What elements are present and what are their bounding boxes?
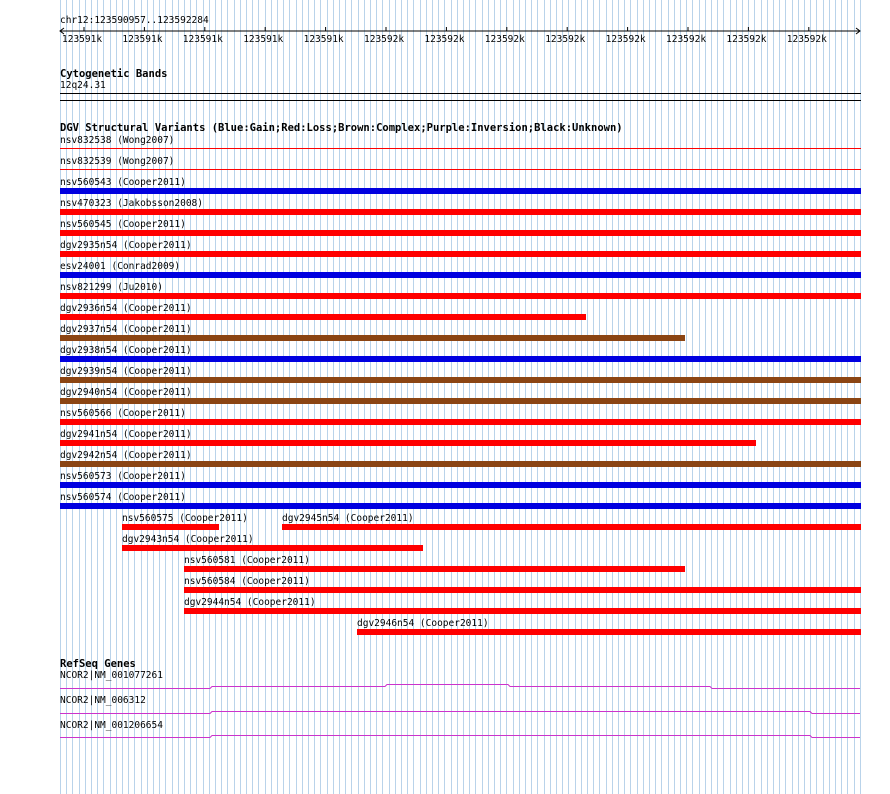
dgv-feature-label[interactable]: nsv470323 (Jakobsson2008)	[60, 198, 203, 209]
refseq-gene-label[interactable]: NCOR2|NM_001077261	[60, 670, 163, 681]
dgv-feature-label[interactable]: dgv2943n54 (Cooper2011)	[122, 534, 254, 545]
ruler-tick-label: 123591k	[62, 34, 103, 45]
dgv-feature-label[interactable]: dgv2935n54 (Cooper2011)	[60, 240, 192, 251]
ruler-tick-label: 123592k	[424, 34, 465, 45]
ruler-tick-label: 123591k	[303, 34, 344, 45]
dgv-feature-label[interactable]: dgv2937n54 (Cooper2011)	[60, 324, 192, 335]
dgv-feature-label[interactable]: dgv2938n54 (Cooper2011)	[60, 345, 192, 356]
ruler-tick-label: 123592k	[364, 34, 405, 45]
dgv-feature-label[interactable]: esv24001 (Conrad2009)	[60, 261, 181, 272]
refseq-track-title[interactable]: RefSeq Genes	[60, 658, 136, 670]
dgv-feature-label[interactable]: nsv560566 (Cooper2011)	[60, 408, 186, 419]
dgv-feature-label[interactable]: dgv2939n54 (Cooper2011)	[60, 366, 192, 377]
dgv-feature-label[interactable]: dgv2941n54 (Cooper2011)	[60, 429, 192, 440]
dgv-feature-label[interactable]: nsv560574 (Cooper2011)	[60, 492, 186, 503]
cytoband-label[interactable]: 12q24.31	[60, 80, 106, 91]
dgv-track-title[interactable]: DGV Structural Variants (Blue:Gain;Red:Loss;Brown:Complex;Purple:Inversion;Black:Unknown)	[60, 122, 623, 134]
dgv-feature-label[interactable]: nsv560575 (Cooper2011)	[122, 513, 248, 524]
refseq-gene-label[interactable]: NCOR2|NM_006312	[60, 695, 146, 706]
dgv-feature-label[interactable]: dgv2940n54 (Cooper2011)	[60, 387, 192, 398]
dgv-feature-label[interactable]: nsv832539 (Wong2007)	[60, 156, 175, 167]
refseq-gene-label[interactable]: NCOR2|NM_001206654	[60, 720, 163, 731]
dgv-feature-label[interactable]: dgv2946n54 (Cooper2011)	[357, 618, 489, 629]
cytoband-track-title[interactable]: Cytogenetic Bands	[60, 68, 168, 80]
dgv-feature-label[interactable]: nsv560545 (Cooper2011)	[60, 219, 186, 230]
dgv-feature-label[interactable]: nsv560584 (Cooper2011)	[184, 576, 310, 587]
dgv-feature-label[interactable]: dgv2945n54 (Cooper2011)	[282, 513, 414, 524]
ruler-tick-label: 123592k	[726, 34, 767, 45]
ruler-tick-label: 123592k	[545, 34, 586, 45]
dgv-feature-label[interactable]: nsv560543 (Cooper2011)	[60, 177, 186, 188]
ruler-tick-label: 123592k	[605, 34, 646, 45]
dgv-feature-label[interactable]: nsv560581 (Cooper2011)	[184, 555, 310, 566]
location-label: chr12:123590957..123592284	[60, 15, 209, 26]
ruler-tick-label: 123591k	[122, 34, 163, 45]
ruler-tick-label: 123591k	[243, 34, 284, 45]
dgv-feature-label[interactable]: dgv2942n54 (Cooper2011)	[60, 450, 192, 461]
ruler-tick-label: 123592k	[786, 34, 827, 45]
ruler-tick-label: 123591k	[182, 34, 223, 45]
dgv-feature-label[interactable]: nsv821299 (Ju2010)	[60, 282, 163, 293]
dgv-feature-label[interactable]: dgv2936n54 (Cooper2011)	[60, 303, 192, 314]
dgv-feature-label[interactable]: nsv560573 (Cooper2011)	[60, 471, 186, 482]
dgv-feature-label[interactable]: nsv832538 (Wong2007)	[60, 135, 175, 146]
dgv-feature-label[interactable]: dgv2944n54 (Cooper2011)	[184, 597, 316, 608]
ruler-tick-label: 123592k	[666, 34, 707, 45]
ruler-tick-label: 123592k	[484, 34, 525, 45]
